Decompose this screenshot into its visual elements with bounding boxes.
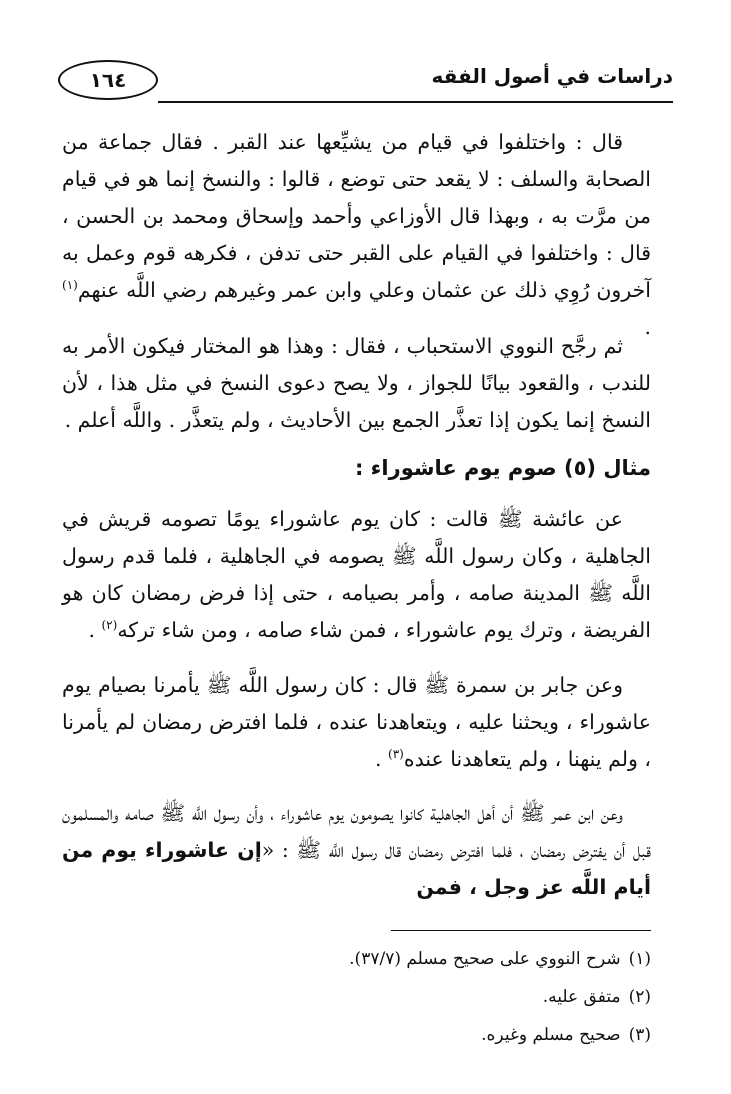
footnote-3-text: صحيح مسلم وغيره. [481,1025,621,1045]
footnote-1 [62,940,651,978]
paragraph-5-text: وعن ابن عمر ﷺ أن أهل الجاهلية كانوا يصومون يوم عاشوراء ، وأن رسول اللَّه ﷺ صامه والمسلمون قبل أن يفترض رمضان ، فلما افترض رمضان قال رسول اللَّه ﷺ : « [62,801,651,862]
paragraph-4-end: . [374,747,389,771]
paragraph-2 [62,328,651,439]
footnote-ref-1: (١) [62,278,78,293]
footnote-rule [391,930,651,931]
footnote-3 [62,1016,651,1054]
paragraph-3 [62,501,651,649]
header-rule [158,101,673,103]
paragraph-4-text: وعن جابر بن سمرة ﷺ قال : كان رسول اللَّه ﷺ يأمرنا بصيام يوم عاشوراء ، ويحثنا عليه ، ويتعاهدنا عنده ، فلما افترض رمضان لم يأمرنا ، ولم ينهنا ، ولم يتعاهدنا عنده [62,673,651,771]
example-heading: مثال (٥) صوم يوم عاشوراء : [354,456,651,480]
footnote-2-number: (٢) [628,987,651,1007]
footnote-ref-2: (٢) [101,618,118,633]
page-header [58,60,673,104]
paragraph-1-end: . [644,315,651,339]
footnotes [62,940,651,1054]
paragraph-3-end: . [88,618,102,642]
paragraph-1 [62,124,651,346]
footnote-2 [62,978,651,1016]
footnote-ref-3: (٣) [388,747,404,762]
paragraph-3-text: عن عائشة ﷺ قالت : كان يوم عاشوراء يومًا تصومه قريش في الجاهلية ، وكان رسول اللَّه ﷺ يصومه في الجاهلية ، فلما قدم رسول اللَّه ﷺ المدينة صامه ، وأمر بصيامه ، حتى إذا فرض رمضان كان هو الفريضة ، وترك يوم عاشوراء ، فمن شاء صامه ، ومن شاء تركه [62,507,651,642]
paragraph-4 [62,667,651,778]
paragraph-5 [62,795,651,906]
bold-hadith-quote: إن عاشوراء يوم من أيام اللَّه عز وجل ، فمن [62,838,651,899]
paragraph-2-text: ثم رجَّح النووي الاستحباب ، فقال : وهذا هو المختار فيكون الأمر به للندب ، والقعود بيانًا للجواز ، ولا يصح دعوى النسخ في مثل هذا ، لأن النسخ إنما يكون إذا تعذَّر الجمع بين الأحاديث ، ولم يتعذَّر . واللَّه أعلم . [62,334,651,432]
paragraph-1-text: قال : واختلفوا في قيام من يشيِّعها عند القبر . فقال جماعة من الصحابة والسلف : لا يقعد حتى توضع ، قالوا : والنسخ إنما هو في قيام من مرَّت به ، وبهذا قال الأوزاعي وأحمد وإسحاق ومحمد بن الحسن ، قال : واختلفوا في القيام على القبر حتى تدفن ، فكرهه قوم وعمل به آخرون رُوِي ذلك عن عثمان وعلي وابن عمر وغيرهم رضي اللَّه عنهم [62,130,651,302]
footnote-2-text: متفق عليه. [542,987,621,1007]
footnote-3-number: (٣) [628,1025,651,1045]
page-number: ١٦٤ [58,60,158,100]
footnote-1-number: (١) [628,949,651,969]
running-title: دراسات في أصول الفقه [431,64,673,88]
footnote-1-text: شرح النووي على صحيح مسلم (٣٧/٧). [349,949,621,969]
